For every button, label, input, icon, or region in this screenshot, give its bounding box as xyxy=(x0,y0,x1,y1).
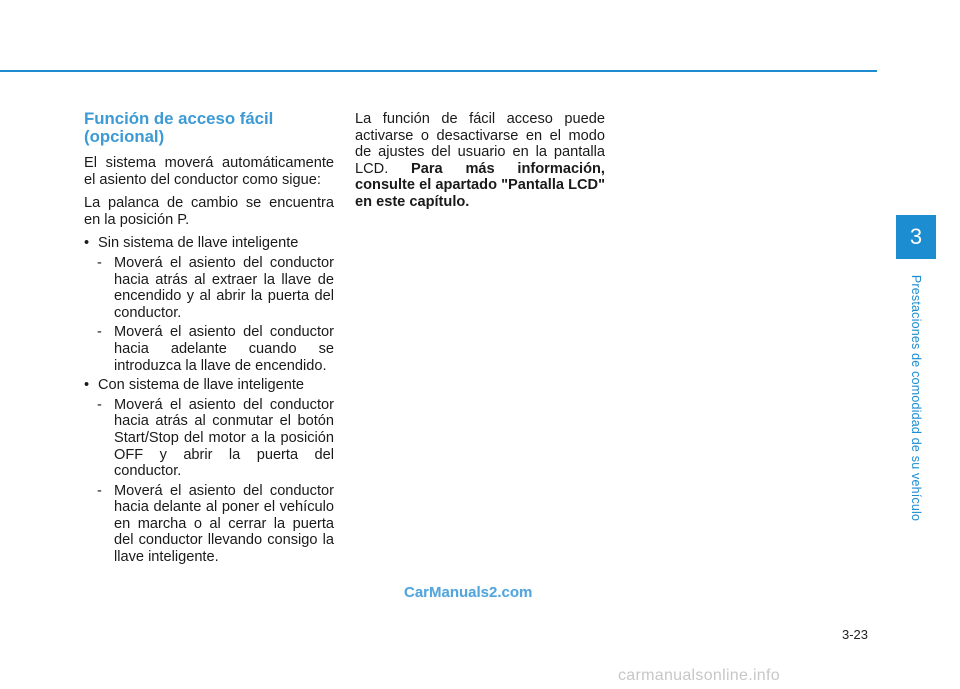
dash-item: - Moverá el asiento del conductor hacia delante al poner el vehículo en marcha o al cerrar la puerta del conductor llevando consigo la llave inteligente. xyxy=(92,483,334,566)
condition-paragraph: La palanca de cambio se encuentra en la posición P. xyxy=(84,195,334,228)
section-title: Función de acceso fácil (opcional) xyxy=(84,109,274,146)
footer-site-watermark: carmanualsonline.info xyxy=(618,667,780,684)
chapter-tab: 3 xyxy=(896,215,936,259)
watermark-logo: CarManuals2.com xyxy=(404,584,533,601)
right-bold-text: Para más información, consulte el apartado "Pantalla LCD" en este capítulo. xyxy=(355,160,605,210)
bullet-smart-key: • Con sistema de llave inteligente xyxy=(84,377,334,394)
right-text: La función de fácil acceso puede activarse o desactivarse en el modo de ajustes del usuario en la pantalla LCD. xyxy=(355,111,605,177)
right-column xyxy=(355,111,605,218)
dash-item: - Moverá el asiento del conductor hacia atrás al extraer la llave de encendido y al abrir la puerta del conductor. xyxy=(92,255,334,321)
bullet-no-smart-key: • Sin sistema de llave inteligente xyxy=(84,235,334,252)
dash-item: - Moverá el asiento del conductor hacia adelante cuando se introduzca la llave de encendido. xyxy=(92,324,334,374)
left-column xyxy=(84,110,334,569)
page-number: 3-23 xyxy=(842,627,869,642)
dash-item: - Moverá el asiento del conductor hacia atrás al conmutar el botón Start/Stop del motor a la posición OFF y abrir la puerta del conductor. xyxy=(92,397,334,480)
right-paragraph xyxy=(355,111,605,211)
header-rule xyxy=(0,70,877,72)
intro-paragraph: El sistema moverá automáticamente el asiento del conductor como sigue: xyxy=(84,155,334,188)
chapter-side-title: Prestaciones de comodidad de su vehículo xyxy=(909,274,923,522)
